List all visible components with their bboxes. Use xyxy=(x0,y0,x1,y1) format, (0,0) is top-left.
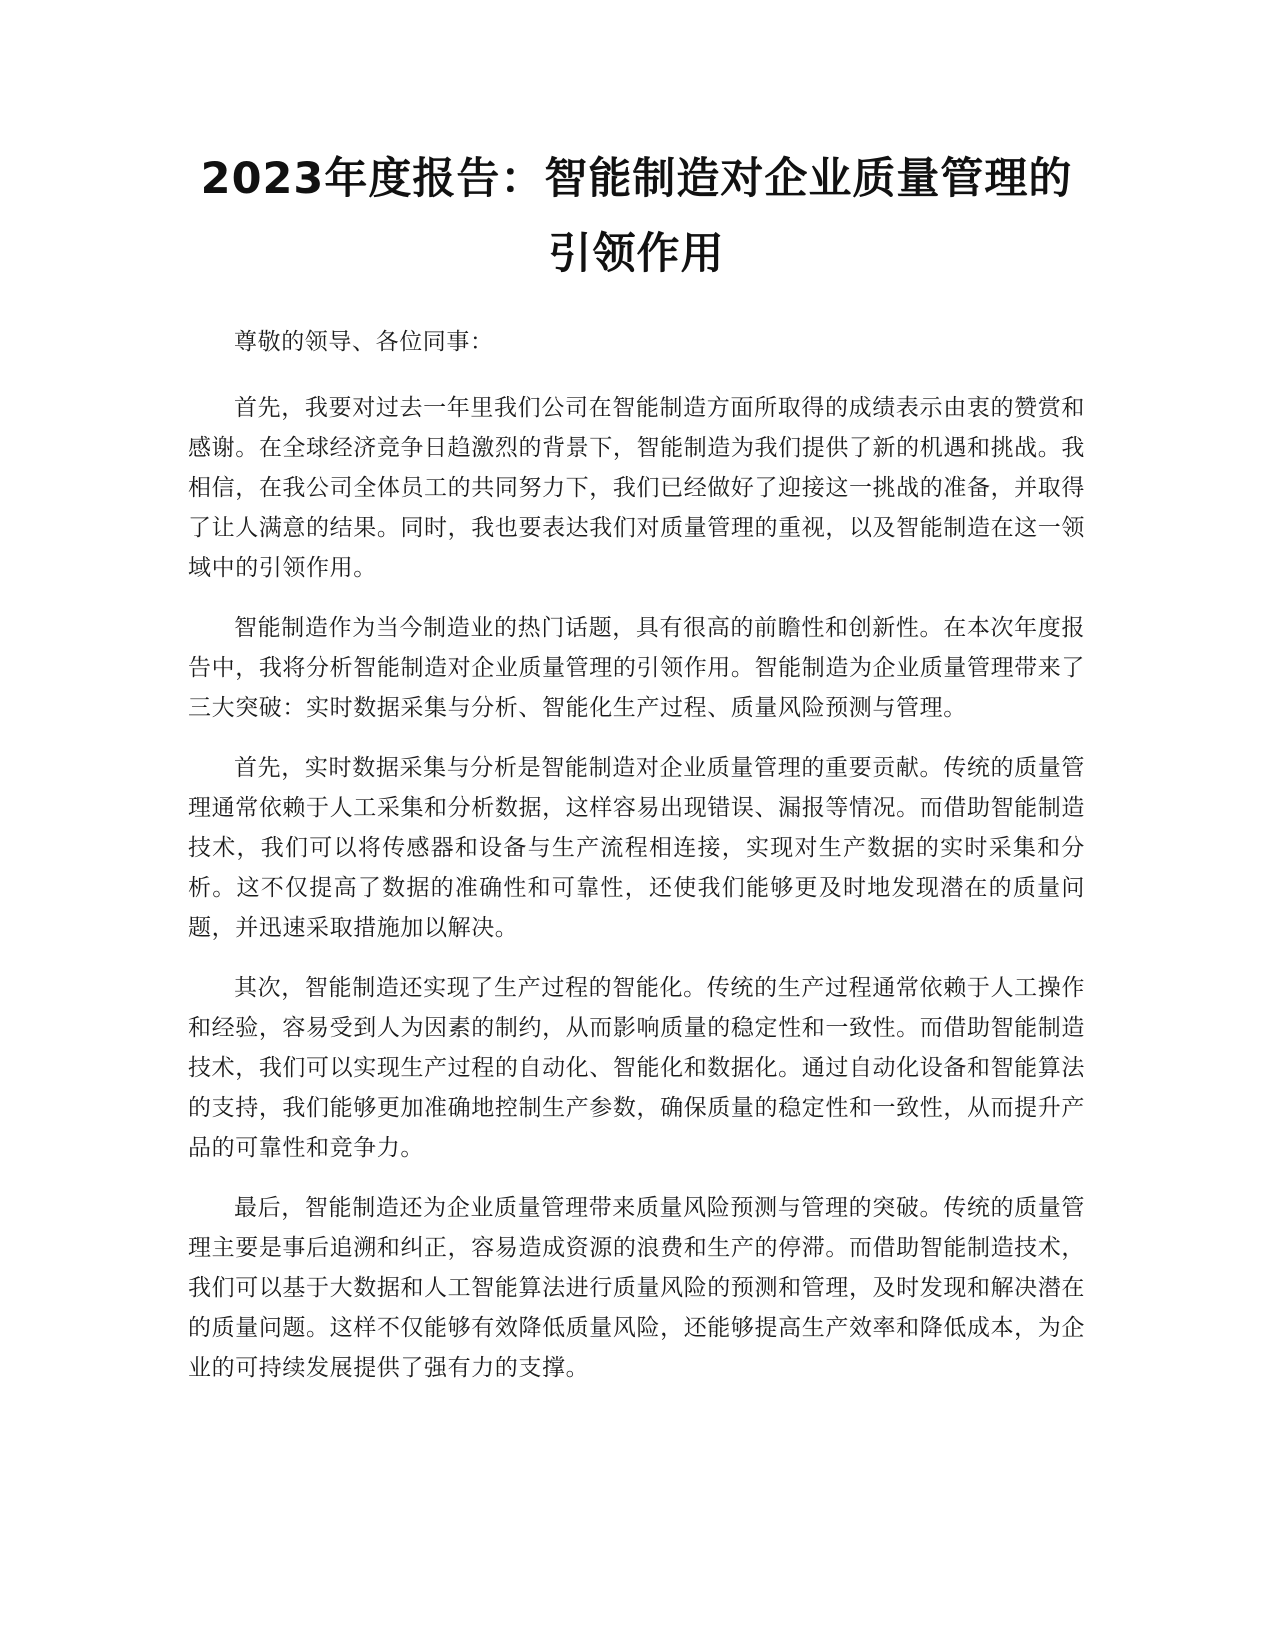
document-title-line-1: 2023年度报告：智能制造对企业质量管理的 xyxy=(200,154,1073,204)
paragraph-3: 首先，实时数据采集与分析是智能制造对企业质量管理的重要贡献。传统的质量管理通常依赖于人工采集和分析数据，这样容易出现错误、漏报等情况。而借助智能制造技术，我们可以将传感器和设备与生产流程相连接，实现对生产数据的实时采集和分析。这不仅提高了数据的准确性和可靠性，还使我们能够更及时地发现潜在的质量问题，并迅速采取措施加以解决。 xyxy=(188,755,1085,941)
paragraph-1: 首先，我要对过去一年里我们公司在智能制造方面所取得的成绩表示由衷的赞赏和感谢。在全球经济竞争日趋激烈的背景下，智能制造为我们提供了新的机遇和挑战。我相信，在我公司全体员工的共同努力下，我们已经做好了迎接这一挑战的准备，并取得了让人满意的结果。同时，我也要表达我们对质量管理的重视，以及智能制造在这一领域中的引领作用。 xyxy=(188,395,1085,581)
document-title xyxy=(188,142,1085,292)
document-body xyxy=(188,322,1085,1388)
paragraph-5: 最后，智能制造还为企业质量管理带来质量风险预测与管理的突破。传统的质量管理主要是事后追溯和纠正，容易造成资源的浪费和生产的停滞。而借助智能制造技术，我们可以基于大数据和人工智能算法进行质量风险的预测和管理，及时发现和解决潜在的质量问题。这样不仅能够有效降低质量风险，还能够提高生产效率和降低成本，为企业的可持续发展提供了强有力的支撑。 xyxy=(188,1195,1085,1381)
paragraph-2: 智能制造作为当今制造业的热门话题，具有很高的前瞻性和创新性。在本次年度报告中，我将分析智能制造对企业质量管理的引领作用。智能制造为企业质量管理带来了三大突破：实时数据采集与分析、智能化生产过程、质量风险预测与管理。 xyxy=(188,615,1085,721)
document-title-line-2: 引领作用 xyxy=(548,229,725,279)
paragraph-4: 其次，智能制造还实现了生产过程的智能化。传统的生产过程通常依赖于人工操作和经验，容易受到人为因素的制约，从而影响质量的稳定性和一致性。而借助智能制造技术，我们可以实现生产过程的自动化、智能化和数据化。通过自动化设备和智能算法的支持，我们能够更加准确地控制生产参数，确保质量的稳定性和一致性，从而提升产品的可靠性和竞争力。 xyxy=(188,975,1085,1161)
salutation: 尊敬的领导、各位同事： xyxy=(234,329,494,355)
